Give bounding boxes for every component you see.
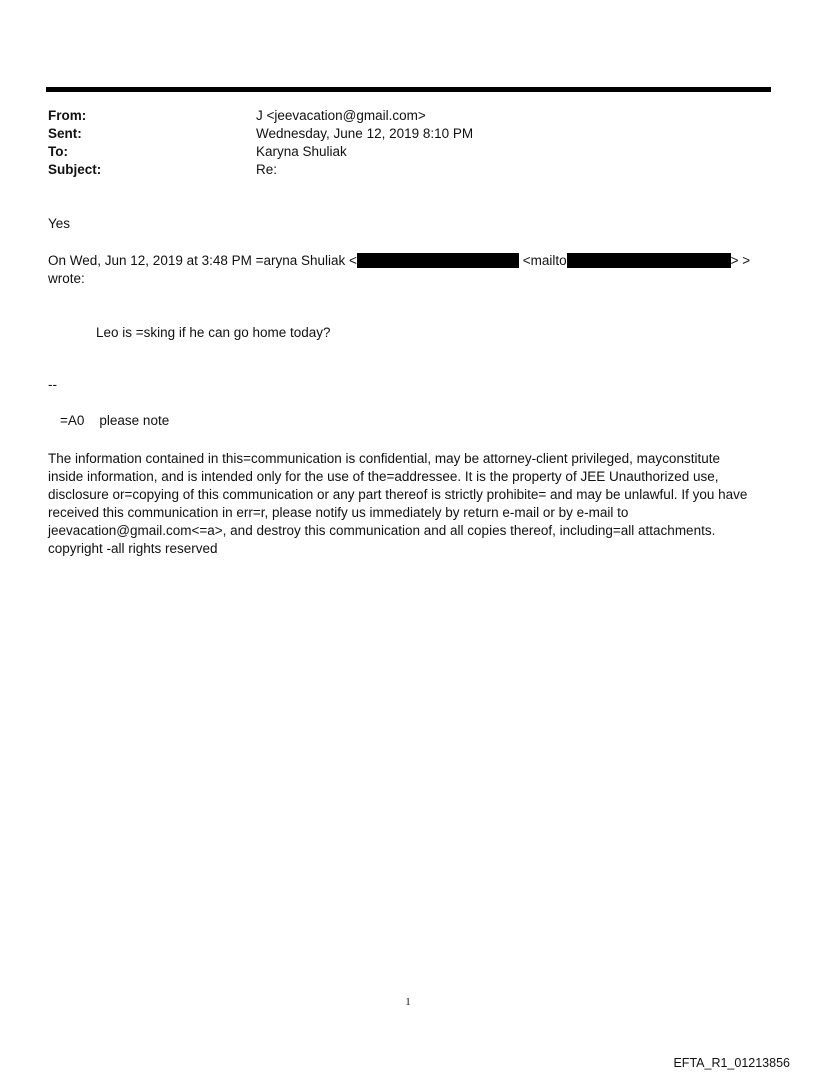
to-value: Karyna Shuliak [256, 144, 347, 159]
quote-intro-start: On Wed, Jun 12, 2019 at 3:48 PM =aryna Shuliak < [48, 253, 357, 268]
quote-intro-mailto: <mailto [522, 253, 567, 268]
disclaimer-line: received this communication in err=r, please notify us immediately by return e-mail or by e-mail to [48, 505, 629, 520]
header-rule [46, 87, 771, 92]
quote-intro-wrote: wrote: [48, 271, 85, 286]
disclaimer-line: inside information, and is intended only for the use of the=addressee. It is the property of JEE Unauthorized use, [48, 469, 719, 484]
redaction-bar [567, 253, 731, 268]
subject-label: Subject: [48, 162, 102, 177]
quote-intro-line [48, 252, 750, 270]
from-label: From: [48, 108, 87, 123]
quote-intro-end: > > [730, 253, 751, 268]
to-label: To: [48, 144, 68, 159]
disclaimer-line: jeevacation@gmail.com<=a>, and destroy this communication and all copies thereof, including=all attachments. [48, 523, 716, 538]
disclaimer-line: disclosure or=copying of this communication or any part thereof is strictly prohibite= and may be unlawful. If you have [48, 487, 748, 502]
reply-text: Yes [48, 216, 71, 231]
sent-label: Sent: [48, 126, 82, 141]
disclaimer-line: copyright -all rights reserved [48, 541, 218, 556]
page-number: 1 [405, 996, 411, 1008]
subject-value: Re: [256, 162, 278, 177]
signature-dashes: -- [48, 377, 57, 392]
from-value: J <jeevacation@gmail.com> [256, 108, 426, 123]
document-id: EFTA_R1_01213856 [673, 1056, 790, 1070]
confidentiality-disclaimer [48, 450, 768, 558]
quoted-message: Leo is =sking if he can go home today? [96, 325, 331, 340]
disclaimer-line: The information contained in this=communication is confidential, may be attorney-client privileged, mayconstitute [48, 451, 720, 466]
note-line: =A0 please note [60, 413, 170, 428]
redaction-bar [357, 253, 519, 268]
sent-value: Wednesday, June 12, 2019 8:10 PM [256, 126, 474, 141]
